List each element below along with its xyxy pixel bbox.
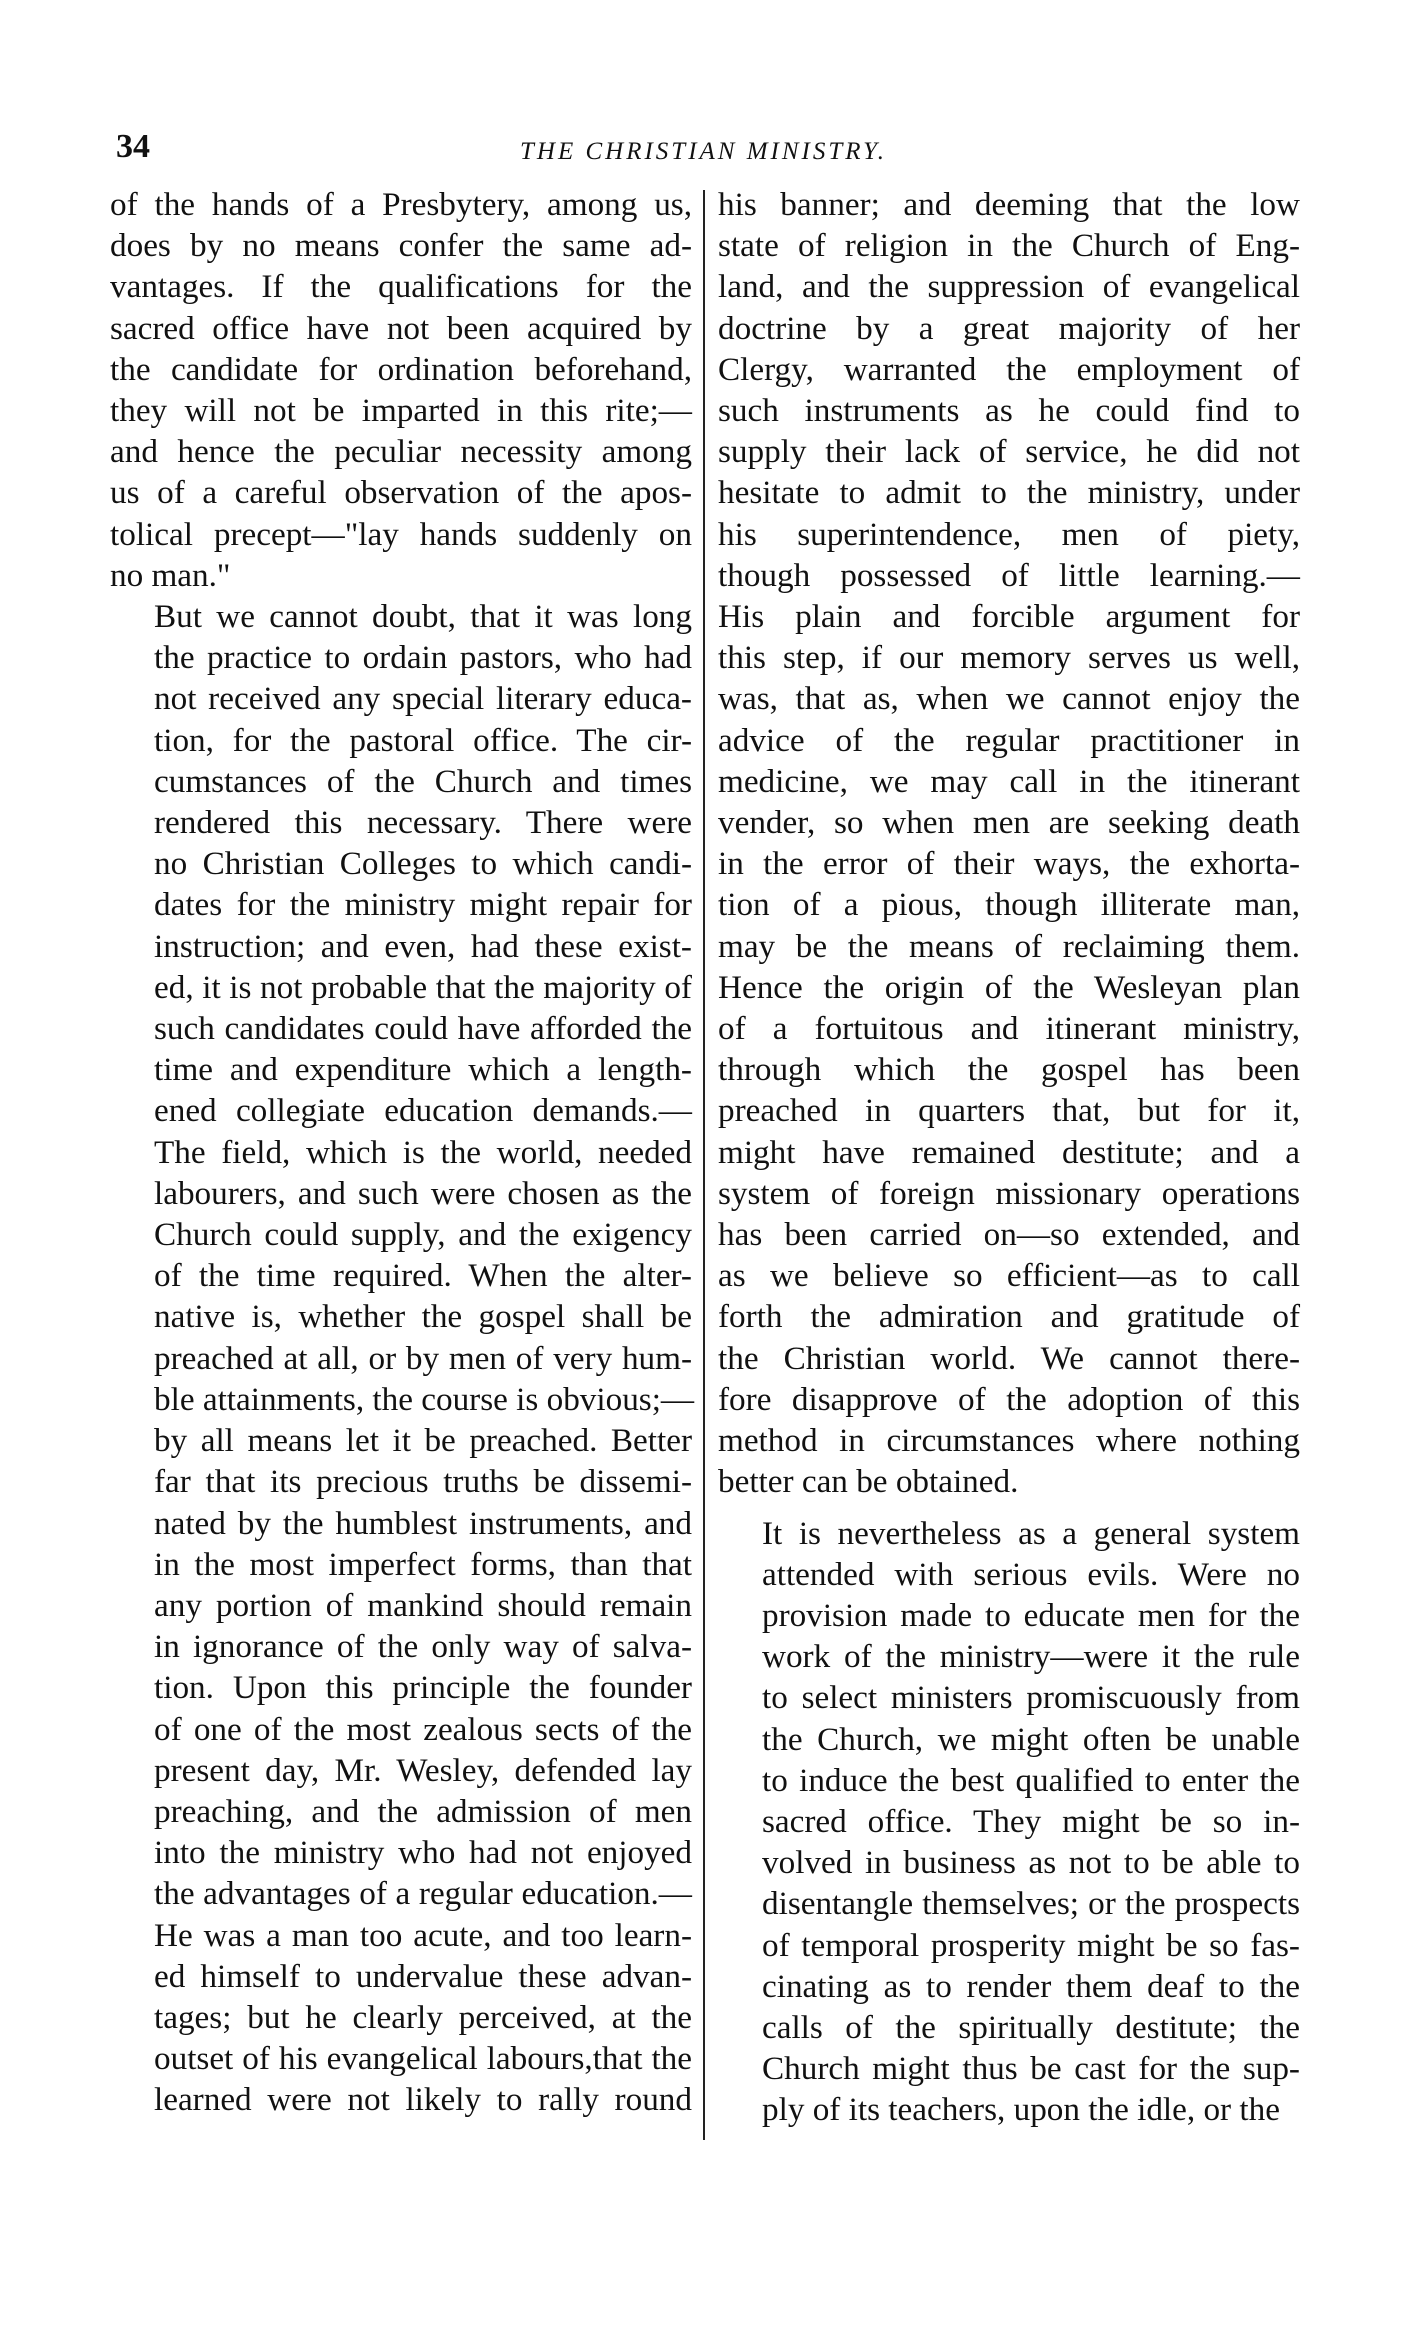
text-line: of the time required. When the alter- xyxy=(154,1257,692,1295)
text-line: He was a man too acute, and too learn- xyxy=(154,1916,692,1954)
text-line: dates for the ministry might repair for xyxy=(154,886,692,924)
text-line: nated by the humblest instruments, and xyxy=(154,1504,692,1542)
text-line: forth the admiration and gratitude of xyxy=(718,1298,1300,1336)
text-line: hesitate to admit to the ministry, under xyxy=(718,474,1300,512)
text-line: But we cannot doubt, that it was long xyxy=(154,598,692,636)
text-line: ble attainments, the course is obvious;— xyxy=(154,1380,695,1418)
text-line: such instruments as he could find to xyxy=(718,392,1300,430)
text-line: tolical precept—"lay hands suddenly on xyxy=(110,515,692,553)
text-line: volved in business as not to be able to xyxy=(762,1844,1300,1882)
text-line: vender, so when men are seeking death xyxy=(718,804,1300,842)
text-line: Hence the origin of the Wesleyan plan xyxy=(718,968,1300,1006)
text-line: in the error of their ways, the exhorta- xyxy=(718,845,1300,883)
text-line: preached in quarters that, but for it, xyxy=(718,1092,1300,1130)
text-line: outset of his evangelical labours,that the xyxy=(154,2040,692,2078)
text-line: has been carried on—so extended, and xyxy=(718,1216,1300,1254)
text-line: medicine, we may call in the itinerant xyxy=(718,762,1300,800)
text-line: his superintendence, men of piety, xyxy=(718,515,1300,553)
text-line: was, that as, when we cannot enjoy the xyxy=(718,680,1300,718)
text-line: any portion of mankind should remain xyxy=(154,1586,692,1624)
text-line: the candidate for ordination beforehand, xyxy=(110,350,692,388)
text-line: Church could supply, and the exigency xyxy=(154,1216,692,1254)
text-line: advice of the regular practitioner in xyxy=(718,721,1300,759)
text-line: disentangle themselves; or the prospects xyxy=(762,1885,1300,1923)
right-text-column xyxy=(718,184,1300,2131)
text-line: system of foreign missionary operations xyxy=(718,1174,1300,1212)
left-text-column xyxy=(110,184,695,2121)
text-line: vantages. If the qualifications for the xyxy=(110,268,692,306)
column-divider xyxy=(703,190,705,2140)
text-line: labourers, and such were chosen as the xyxy=(154,1174,692,1212)
text-line: present day, Mr. Wesley, defended lay xyxy=(154,1751,692,1789)
text-line: the Christian world. We cannot there- xyxy=(718,1339,1300,1377)
text-line: they will not be imparted in this rite;— xyxy=(110,392,692,430)
page-number: 34 xyxy=(116,128,150,165)
text-line: ed himself to undervalue these advan- xyxy=(154,1957,692,1995)
text-line: It is nevertheless as a general system xyxy=(762,1514,1300,1552)
text-line: though possessed of little learning.— xyxy=(718,556,1300,594)
text-line: to induce the best qualified to enter the xyxy=(762,1761,1300,1799)
text-line: through which the gospel has been xyxy=(718,1051,1300,1089)
text-line: land, and the suppression of evangelical xyxy=(718,268,1300,306)
text-line: time and expenditure which a length- xyxy=(154,1051,692,1089)
text-line: better can be obtained. xyxy=(718,1463,1019,1501)
text-line: might have remained destitute; and a xyxy=(718,1133,1300,1171)
text-line: fore disapprove of the adoption of this xyxy=(718,1380,1300,1418)
text-line: by all means let it be preached. Better xyxy=(154,1422,692,1460)
text-line: preaching, and the admission of men xyxy=(154,1792,692,1830)
text-line: does by no means confer the same ad- xyxy=(110,227,692,265)
text-line: The field, which is the world, needed xyxy=(154,1133,692,1171)
text-line: tion, for the pastoral office. The cir- xyxy=(154,721,692,759)
text-line: His plain and forcible argument for xyxy=(718,598,1300,636)
text-line: Church might thus be cast for the sup- xyxy=(762,2050,1300,2088)
text-line: the advantages of a regular education.— xyxy=(154,1875,692,1913)
text-line: of the hands of a Presbytery, among us, xyxy=(110,186,692,223)
text-line: as we believe so efficient—as to call xyxy=(718,1257,1300,1295)
text-line: and hence the peculiar necessity among xyxy=(110,433,692,471)
text-line: state of religion in the Church of Eng- xyxy=(718,227,1300,265)
text-line: preached at all, or by men of very hum- xyxy=(154,1339,692,1377)
text-line: tion. Upon this principle the founder xyxy=(154,1669,692,1707)
text-line: rendered this necessary. There were xyxy=(154,804,692,842)
paragraph xyxy=(718,1513,1300,2131)
text-line: of temporal prosperity might be so fas- xyxy=(762,1926,1300,1964)
text-line: learned were not likely to rally round xyxy=(154,2081,692,2119)
text-line: us of a careful observation of the apos- xyxy=(110,474,692,512)
text-line: ply of its teachers, upon the idle, or the xyxy=(762,2091,1280,2129)
paragraph xyxy=(110,184,692,596)
text-line: may be the means of reclaiming them. xyxy=(718,927,1300,965)
text-line: to select ministers promiscuously from xyxy=(762,1679,1300,1717)
paragraph xyxy=(718,184,1300,1503)
text-line: such candidates could have afforded the xyxy=(154,1010,692,1048)
text-line: sacred office have not been acquired by xyxy=(110,309,692,347)
text-line: Clergy, warranted the employment of xyxy=(718,350,1300,388)
text-line: the practice to ordain pastors, who had xyxy=(154,639,692,677)
text-line: into the ministry who had not enjoyed xyxy=(154,1834,692,1872)
text-line: method in circumstances where nothing xyxy=(718,1422,1300,1460)
text-line: the Church, we might often be unable xyxy=(762,1720,1300,1758)
paragraph xyxy=(110,596,695,2121)
text-line: cinating as to render them deaf to the xyxy=(762,1967,1300,2005)
text-line: work of the ministry—were it the rule xyxy=(762,1638,1300,1676)
text-line: ed, it is not probable that the majority of xyxy=(154,968,692,1006)
text-line: tages; but he clearly perceived, at the xyxy=(154,1998,692,2036)
text-line: not received any special literary educa- xyxy=(154,680,692,718)
text-line: instruction; and even, had these exist- xyxy=(154,927,692,965)
text-line: cumstances of the Church and times xyxy=(154,762,692,800)
text-line: calls of the spiritually destitute; the xyxy=(762,2008,1300,2046)
text-line: far that its precious truths be dissemi- xyxy=(154,1463,692,1501)
text-line: no Christian Colleges to which candi- xyxy=(154,845,692,883)
text-line: doctrine by a great majority of her xyxy=(718,309,1300,347)
text-line: supply their lack of service, he did not xyxy=(718,433,1300,471)
text-line: native is, whether the gospel shall be xyxy=(154,1298,692,1336)
text-line: of one of the most zealous sects of the xyxy=(154,1710,692,1748)
text-line: in the most imperfect forms, than that xyxy=(154,1545,692,1583)
running-head: THE CHRISTIAN MINISTRY. xyxy=(520,138,887,165)
text-line: of a fortuitous and itinerant ministry, xyxy=(718,1010,1300,1048)
text-line: sacred office. They might be so in- xyxy=(762,1802,1300,1840)
text-line: tion of a pious, though illiterate man, xyxy=(718,886,1300,924)
text-line: this step, if our memory serves us well, xyxy=(718,639,1300,677)
text-line: provision made to educate men for the xyxy=(762,1596,1300,1634)
text-line: no man." xyxy=(110,556,231,594)
text-line: his banner; and deeming that the low xyxy=(718,186,1300,223)
text-line: in ignorance of the only way of salva- xyxy=(154,1628,692,1666)
text-line: attended with serious evils. Were no xyxy=(762,1555,1300,1593)
text-line: ened collegiate education demands.— xyxy=(154,1092,692,1130)
